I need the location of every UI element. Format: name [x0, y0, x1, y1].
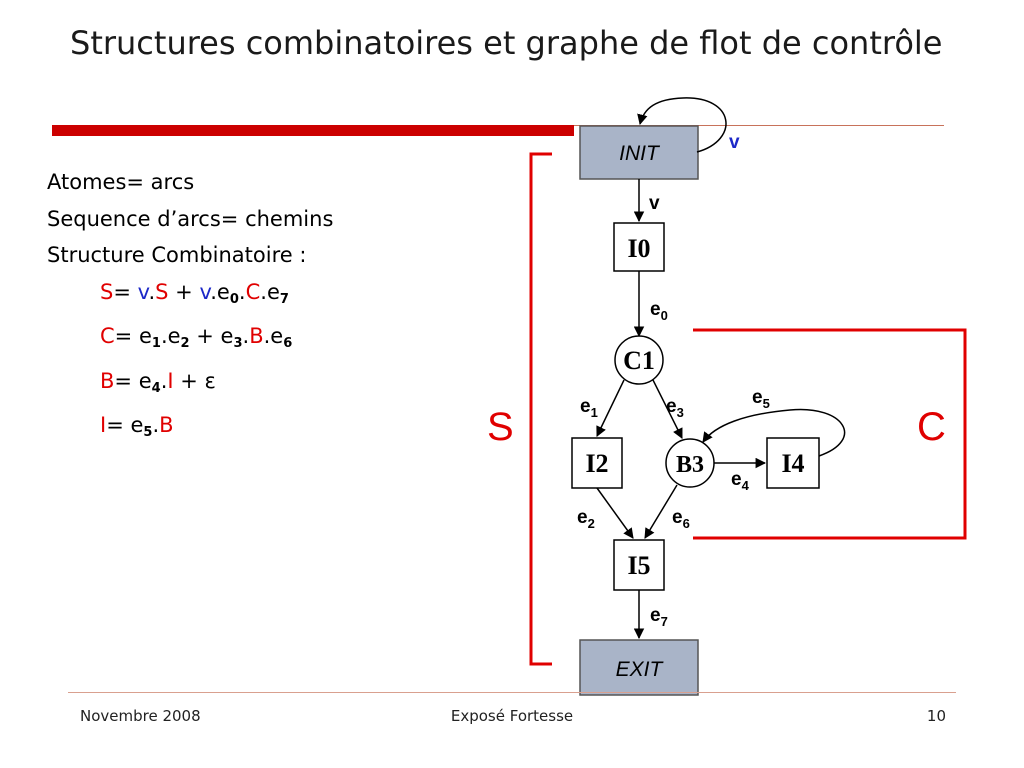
eq-c-e2: .e — [160, 324, 181, 348]
eq-s-v1: v — [137, 279, 149, 304]
node-b3-label: B3 — [675, 452, 705, 478]
eq-c-e6: .e — [263, 324, 284, 348]
eq-c-lhs: C — [100, 324, 115, 348]
edge-e2-sub: 2 — [587, 516, 595, 531]
eq-s-lhs: S — [100, 279, 114, 304]
eq-b-i: I — [167, 368, 174, 393]
eq-c-e2-sub: 2 — [180, 336, 190, 351]
node-init-label: INIT — [619, 142, 659, 165]
eq-s-s: S — [155, 279, 169, 304]
edge-e4-label — [731, 469, 750, 493]
eq-b-lhs: B — [100, 368, 115, 393]
edge-e5-sub: 5 — [762, 396, 770, 411]
eq-s-e7: .e — [260, 279, 280, 304]
eq-c-e3-sub: 3 — [233, 336, 243, 351]
edge-e6-e: e — [672, 507, 683, 528]
bracket-s — [531, 154, 552, 664]
node-i5-label: I5 — [627, 551, 651, 580]
edge-e1-label — [580, 396, 598, 420]
edge-e1 — [597, 380, 624, 436]
eq-s-dot1: . — [148, 279, 156, 304]
footer-date: Novembre 2008 — [80, 707, 201, 725]
edge-e7-e: e — [650, 605, 661, 626]
edge-e1-e: e — [580, 396, 591, 417]
node-i2-label: I2 — [585, 449, 609, 478]
eq-i-eq: = — [106, 413, 124, 437]
edge-e4-e: e — [731, 469, 742, 490]
bracket-c-label: C — [917, 405, 946, 449]
edge-e0-sub: 0 — [660, 308, 668, 323]
node-c1-label: C1 — [623, 346, 655, 375]
line-sequence: Sequence d’arcs= chemins — [47, 206, 334, 231]
edge-e5-e: e — [752, 387, 763, 408]
footer-divider — [68, 692, 956, 693]
eq-b-rest: + ε — [173, 368, 216, 393]
edge-e6-sub: 6 — [682, 516, 690, 531]
eq-c-b: B — [249, 324, 264, 348]
eq-c-eq: = — [114, 324, 133, 348]
edge-v-label: v — [649, 193, 660, 214]
line-atomes: Atomes= arcs — [47, 170, 195, 194]
edge-e3-sub: 3 — [676, 405, 684, 420]
eq-b-eq: = — [114, 368, 133, 393]
edge-v-loop-label: v — [729, 132, 740, 153]
slide-title: Structures combinatoires et graphe de flot de contrôle — [70, 24, 943, 62]
edge-e2 — [597, 488, 633, 538]
eq-s-dot2: . — [238, 279, 246, 304]
edge-e2-label — [577, 507, 595, 531]
edge-e5-label — [752, 387, 770, 411]
eq-c-plus: + e — [189, 324, 234, 348]
eq-s-e7-sub: 7 — [279, 291, 289, 307]
edge-e0-e: e — [650, 299, 661, 320]
eq-s-e0-sub: 0 — [229, 291, 239, 307]
eq-s-c: C — [245, 279, 261, 304]
edge-e3-e: e — [666, 396, 677, 417]
footer-center: Exposé Fortesse — [450, 707, 574, 725]
edge-e7-label — [650, 605, 668, 629]
node-i4-label: I4 — [781, 449, 805, 478]
line-structure: Structure Combinatoire : — [47, 243, 307, 267]
eq-i-b: B — [159, 413, 174, 437]
eq-i-dot: . — [152, 413, 160, 437]
eq-b-e4: e — [132, 368, 152, 393]
eq-i-e5: e — [123, 413, 144, 437]
node-i0-label: I0 — [627, 234, 651, 263]
edge-e0-label — [650, 299, 668, 323]
eq-c-e1: e — [132, 324, 152, 348]
footer-page-number: 10 — [926, 707, 946, 725]
bracket-s-label: S — [487, 405, 514, 449]
edge-e3-label — [666, 396, 684, 420]
eq-b-e4-sub: 4 — [151, 380, 161, 396]
eq-s-plus: + — [168, 279, 200, 304]
eq-b-dot: . — [160, 368, 168, 393]
eq-c-e6-sub: 6 — [283, 336, 293, 351]
edge-e1-sub: 1 — [590, 405, 598, 420]
eq-c-dot: . — [242, 324, 250, 348]
eq-c-e1-sub: 1 — [151, 336, 161, 351]
eq-i-lhs: I — [100, 413, 107, 437]
node-exit-label: EXIT — [615, 658, 663, 681]
eq-s-eq: = — [113, 279, 131, 304]
edge-e7-sub: 7 — [660, 614, 668, 629]
eq-s-v2: v — [199, 279, 211, 304]
edge-e2-e: e — [577, 507, 588, 528]
edge-e4-sub: 4 — [741, 478, 749, 493]
edge-e6-label — [672, 507, 690, 531]
eq-i-e5-sub: 5 — [143, 425, 153, 440]
eq-s-e0: .e — [210, 279, 230, 304]
